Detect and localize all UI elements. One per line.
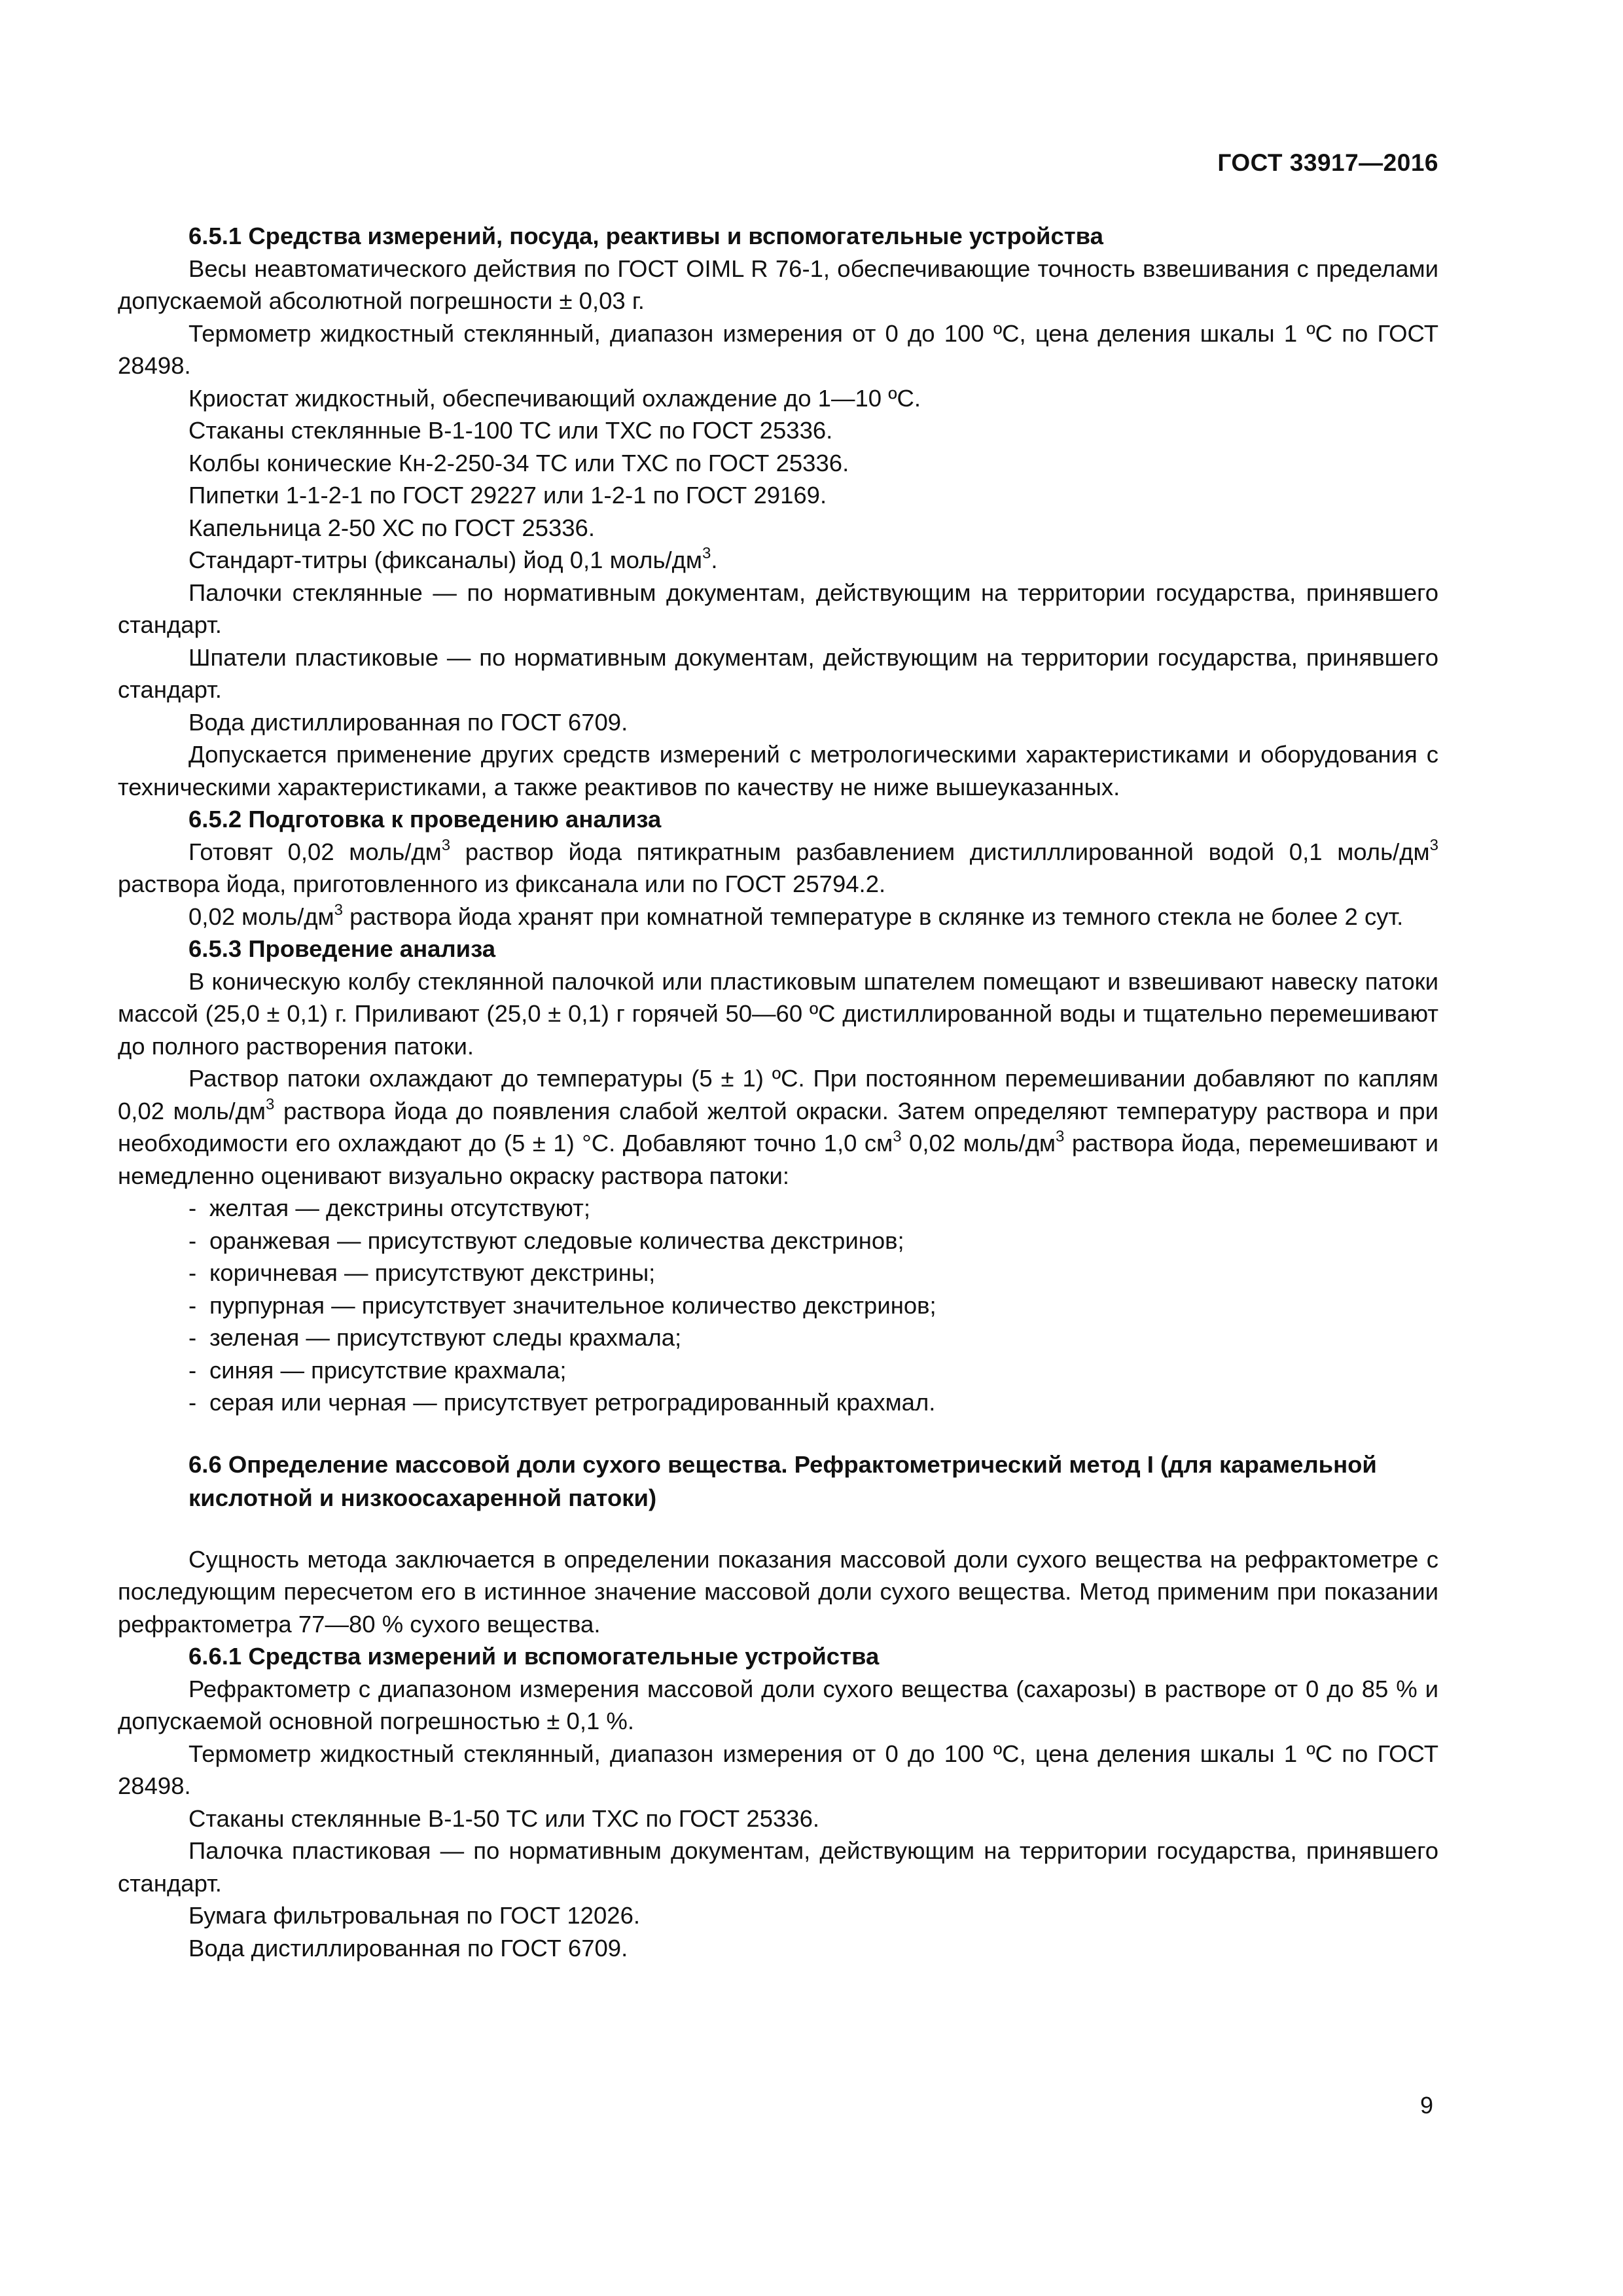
paragraph: Вода дистиллированная по ГОСТ 6709.: [188, 708, 628, 736]
paragraph: Термометр жидкостный стеклянный, диапазон измерения от 0 до 100 ºС, цена деления шкалы 1 ºС по ГОСТ 28498.: [118, 1740, 1438, 1799]
paragraph: Вода дистиллированная по ГОСТ 6709.: [188, 1934, 628, 1962]
paragraph: Колбы конические Кн-2-250-34 ТС или ТХС по ГОСТ 25336.: [188, 449, 849, 476]
list-item: [118, 1192, 1438, 1225]
superscript: 3: [1056, 1128, 1065, 1145]
list-dash: -: [188, 1291, 197, 1319]
list-dash: -: [188, 1324, 197, 1351]
paragraph: Шпатели пластиковые — по нормативным документам, действующим на территории государства, принявшего стандарт.: [118, 643, 1438, 703]
list-dash: -: [188, 1227, 197, 1254]
superscript: 3: [893, 1128, 902, 1145]
list-item: [118, 1257, 1438, 1289]
document-header: ГОСТ 33917—2016: [1217, 149, 1438, 176]
paragraph: Сущность метода заключается в определении показания массовой доли сухого вещества на рефрактометре с последующим пересчетом его в истинное значение массовой доли сухого вещества. Метод применим при показании рефрактометра 77—80 % сухого вещества.: [118, 1545, 1438, 1638]
paragraph: Рефрактометр с диапазоном измерения массовой доли сухого вещества (сахарозы) в растворе от 0 до 85 % и допускаемой основной погрешностью ± 0,1 %.: [118, 1675, 1438, 1734]
superscript: 3: [702, 545, 711, 562]
text-fragment: раствора йода, перемешивают и немедленно оценивают визуально окраску раствора патоки:: [118, 1130, 1439, 1189]
paragraph: Капельница 2-50 ХС по ГОСТ 25336.: [188, 514, 595, 541]
list-item-text: синяя — присутствие крахмала;: [209, 1356, 567, 1384]
list-dash: -: [188, 1194, 197, 1221]
paragraph: Пипетки 1-1-2-1 по ГОСТ 29227 или 1-2-1 по ГОСТ 29169.: [188, 482, 827, 509]
paragraph: Бумага фильтровальная по ГОСТ 12026.: [188, 1902, 641, 1929]
list-item-text: серая или черная — присутствует ретроградированный крахмал.: [209, 1389, 936, 1416]
list-dash: -: [188, 1356, 197, 1384]
list-item: [118, 1289, 1438, 1322]
text-fragment: раствора йода, приготовленного из фиксанала или по ГОСТ 25794.2.: [118, 870, 886, 897]
paragraph: Криостат жидкостный, обеспечивающий охлаждение до 1—10 ºС.: [188, 384, 921, 412]
list-dash: -: [188, 1259, 197, 1286]
list-item-text: коричневая — присутствуют декстрины;: [209, 1259, 656, 1286]
text-fragment: Стандарт-титры (фиксаналы) йод 0,1 моль/дм: [188, 547, 703, 573]
superscript: 3: [334, 901, 343, 919]
text-fragment: Готовят 0,02 моль/дм: [188, 838, 442, 865]
section-heading-6-6: 6.6 Определение массовой доли сухого вещества. Рефрактометрический метод I (для карамельной кислотной и низкоосахаренной патоки): [188, 1450, 1377, 1511]
list-item: [118, 1354, 1438, 1387]
list-item-text: желтая — декстрины отсутствуют;: [209, 1194, 590, 1221]
paragraph: Термометр жидкостный стеклянный, диапазон измерения от 0 до 100 ºС, цена деления шкалы 1 ºС по ГОСТ 28498.: [118, 319, 1438, 379]
text-fragment: 0,02 моль/дм: [901, 1130, 1056, 1157]
text-fragment: .: [711, 547, 718, 573]
paragraph: Весы неавтоматического действия по ГОСТ OIML R 76-1, обеспечивающие точность взвешивания с пределами допускаемой абсолютной погрешности ± 0,03 г.: [118, 255, 1438, 314]
text-fragment: раствора йода хранят при комнатной температуре в склянке из темного стекла не более 2 сут.: [342, 903, 1404, 930]
document-body: [118, 220, 1438, 1964]
section-heading-6-5-3: 6.5.3 Проведение анализа: [188, 935, 496, 962]
text-fragment: Раствор патоки охлаждают до температуры (5 ± 1) ºС. При постоянном перемешивании добавляют по каплям 0,02 моль/дм: [118, 1065, 1438, 1124]
superscript: 3: [1429, 836, 1438, 854]
paragraph: Стаканы стеклянные В-1-50 ТС или ТХС по ГОСТ 25336.: [188, 1804, 820, 1832]
list-item: [118, 1225, 1438, 1257]
superscript: 3: [266, 1095, 275, 1113]
paragraph: Стаканы стеклянные В-1-100 ТС или ТХС по ГОСТ 25336.: [188, 417, 833, 444]
text-fragment: раствора йода до появления слабой желтой окраски. Затем определяют температуру раствора и при необходимости его охлаждают до (5 ± 1) °С. Добавляют точно 1,0 см: [118, 1097, 1438, 1157]
color-result-list: [118, 1192, 1438, 1419]
list-item-text: пурпурная — присутствует значительное количество декстринов;: [209, 1291, 936, 1319]
list-item: [118, 1386, 1438, 1419]
list-dash: -: [188, 1389, 197, 1416]
list-item: [118, 1321, 1438, 1354]
text-fragment: 0,02 моль/дм: [188, 903, 334, 930]
paragraph: [118, 836, 1438, 901]
paragraph: Допускается применение других средств измерений с метрологическими характеристиками и оборудования с техническими характеристиками, а также реактивов по качеству не ниже вышеуказанных.: [118, 741, 1438, 800]
paragraph: [118, 901, 1438, 933]
section-heading-6-6-1: 6.6.1 Средства измерений и вспомогательные устройства: [188, 1643, 880, 1670]
superscript: 3: [441, 836, 451, 854]
page-number: 9: [1419, 2092, 1433, 2119]
list-item-text: зеленая — присутствуют следы крахмала;: [209, 1324, 682, 1351]
paragraph: [118, 1062, 1438, 1192]
paragraph: [118, 544, 1438, 577]
paragraph: Палочки стеклянные — по нормативным документам, действующим на территории государства, принявшего стандарт.: [118, 579, 1438, 638]
section-heading-6-5-1: 6.5.1 Средства измерений, посуда, реактивы и вспомогательные устройства: [188, 223, 1103, 249]
paragraph: В коническую колбу стеклянной палочкой или пластиковым шпателем помещают и взвешивают навеску патоки массой (25,0 ± 0,1) г. Приливают (25,0 ± 0,1) г горячей 50—60 ºС дистиллированной воды и тщательно перемешивают до полного растворения патоки.: [118, 967, 1438, 1060]
text-fragment: раствор йода пятикратным разбавлением дистилллированной водой 0,1 моль/дм: [450, 838, 1430, 865]
list-item-text: оранжевая — присутствуют следовые количества декстринов;: [209, 1227, 904, 1254]
section-heading-6-5-2: 6.5.2 Подготовка к проведению анализа: [188, 806, 662, 833]
paragraph: Палочка пластиковая — по нормативным документам, действующим на территории государства, принявшего стандарт.: [118, 1837, 1438, 1897]
